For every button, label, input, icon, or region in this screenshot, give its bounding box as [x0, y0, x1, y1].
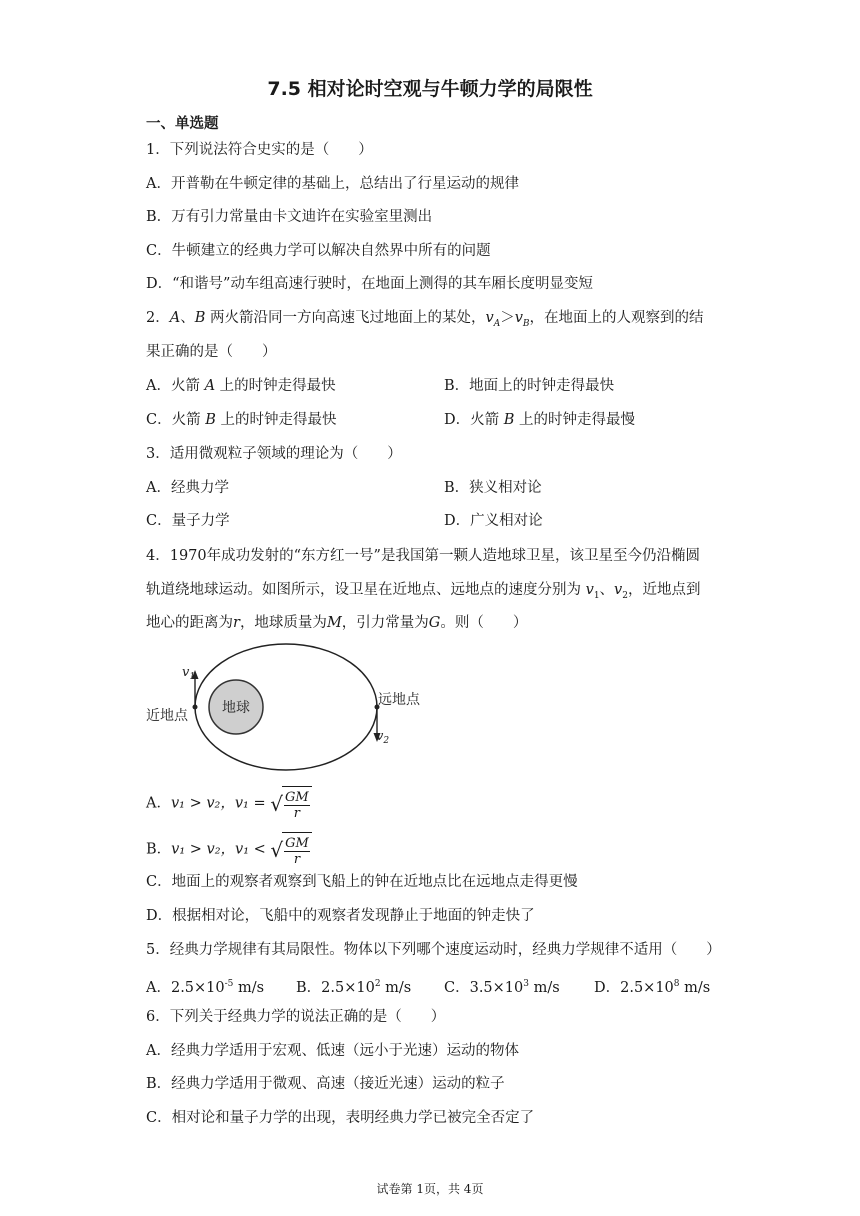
q4-option-d: D．根据相对论，飞船中的观察者发现静止于地面的钟走快了 — [146, 908, 535, 924]
q5-option-b: B．$2.5\times 10^2$ m/s — [296, 979, 412, 996]
page-footer: 试卷第 1页，共 4页 — [376, 1182, 484, 1196]
q5-option-a: A．$2.5\times 10^{-5}$ m/s — [146, 979, 265, 996]
q5-option-d: D．$2.5\times 10^8$ m/s — [594, 979, 711, 996]
q1-option-c: C．牛顿建立的经典力学可以解决自然界中所有的问题 — [146, 243, 491, 259]
v2-label: $v_2$ — [376, 729, 390, 746]
q4-option-c: C．地面上的观察者观察到飞船上的钟在近地点比在远地点走得更慢 — [146, 874, 578, 890]
q6-option-a: A．经典力学适用于宏观、低速（远小于光速）运动的物体 — [146, 1043, 519, 1059]
q3-stem: 3．适用微观粒子领域的理论为（ ） — [146, 446, 402, 462]
orbit-diagram — [140, 640, 440, 780]
q4-option-a: A．v₁ > v₂，v₁ = √ $\frac{GM}{r}$ — [146, 786, 312, 821]
section-heading: 一、单选题 — [146, 116, 219, 132]
q1-option-a: A．开普勒在牛顿定律的基础上，总结出了行星运动的规律 — [146, 176, 519, 192]
apogee-label: 远地点 — [378, 692, 420, 708]
q2-stem: 2．A、B 两火箭沿同一方向高速飞过地面上的某处，$v_A>v_B$，在地面上的人观察到的结 — [146, 310, 704, 329]
q4-stem-line3: 地心的距离为r，地球质量为M，引力常量为G。则（ ） — [146, 615, 528, 631]
q2-option-b: B．地面上的时钟走得最快 — [444, 378, 615, 394]
q2-option-c: C．火箭 B 上的时钟走得最快 — [146, 412, 337, 428]
q4-option-b: B．v₁ > v₂，v₁ < √ $\frac{GM}{r}$ — [146, 832, 312, 867]
q3-option-b: B．狭义相对论 — [444, 480, 542, 496]
q5-option-c: C．$3.5\times 10^3$ m/s — [444, 979, 560, 996]
q1-option-d: D．“和谐号”动车组高速行驶时，在地面上测得的其车厢长度明显变短 — [146, 276, 593, 292]
page-title: 7.5 相对论时空观与牛顿力学的局限性 — [267, 78, 593, 100]
q3-option-a: A．经典力学 — [146, 480, 229, 496]
q3-option-d: D．广义相对论 — [444, 513, 543, 529]
perigee-label: 近地点 — [146, 708, 188, 724]
q4-stem-line1: 4．1970年成功发射的“东方红一号”是我国第一颗人造地球卫星，该卫星至今仍沿椭圆 — [146, 548, 700, 564]
q2-option-d: D．火箭 B 上的时钟走得最慢 — [444, 412, 635, 428]
q6-option-b: B．经典力学适用于微观、高速（接近光速）运动的粒子 — [146, 1076, 505, 1092]
q6-option-c: C．相对论和量子力学的出现，表明经典力学已被完全否定了 — [146, 1110, 535, 1126]
q3-option-c: C．量子力学 — [146, 513, 230, 529]
earth-label: 地球 — [222, 700, 250, 716]
q1-stem: 1．下列说法符合史实的是（ ） — [146, 142, 373, 158]
q4-stem-line2: 轨道绕地球运动。如图所示，设卫星在近地点、远地点的速度分别为 $v_1$、$v_2$，近地点到 — [146, 582, 701, 601]
q2-option-a: A．火箭 A 上的时钟走得最快 — [146, 378, 336, 394]
v1-label: $v_1$ — [182, 665, 196, 682]
q1-option-b: B．万有引力常量由卡文迪许在实验室里测出 — [146, 209, 433, 225]
q6-stem: 6．下列关于经典力学的说法正确的是（ ） — [146, 1009, 446, 1025]
q2-stem-line2: 果正确的是（ ） — [146, 344, 277, 360]
q5-stem: 5．经典力学规律有其局限性。物体以下列哪个速度运动时，经典力学规律不适用（ ） — [146, 942, 721, 958]
